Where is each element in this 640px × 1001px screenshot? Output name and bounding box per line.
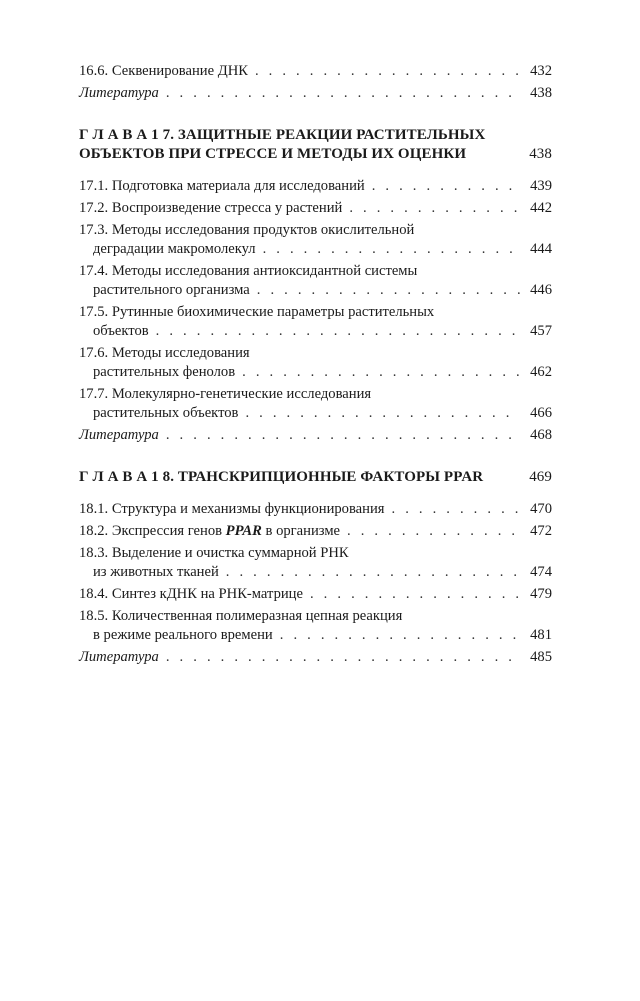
toc-entry-17-2	[79, 199, 552, 218]
literature-title: Литература	[79, 85, 159, 101]
chapter-title-line-1: Г Л А В А 1 7. ЗАЩИТНЫЕ РЕАКЦИИ РАСТИТЕЛЬНЫХ	[79, 127, 486, 143]
toc-entry-17-1	[79, 177, 552, 196]
toc-literature-16	[79, 84, 552, 103]
entry-title-line-1: 18.3. Выделение и очистка суммарной РНК	[79, 545, 349, 561]
page-number: 468	[530, 427, 552, 443]
page-number: 457	[530, 323, 552, 339]
toc-entry-17-4	[79, 262, 552, 300]
entry-title-line-2: растительных фенолов	[93, 364, 236, 380]
entry-title-line-1: 17.7. Молекулярно-генетические исследования	[79, 386, 372, 402]
toc-entry-17-3	[79, 221, 552, 259]
dot-leader	[280, 626, 520, 645]
literature-title: Литература	[79, 649, 159, 665]
page-number: 432	[530, 63, 552, 79]
dot-leader	[166, 648, 520, 667]
toc-entry-18-4	[79, 585, 552, 604]
page-number: 439	[530, 178, 552, 194]
entry-title-line-1: 17.4. Методы исследования антиоксидантной системы	[79, 263, 418, 279]
entry-title-line-2: объектов	[93, 323, 149, 339]
entry-title: 16.6. Секвенирование ДНК	[79, 63, 248, 79]
dot-leader	[242, 363, 520, 382]
entry-title-line-2: растительных объектов	[93, 405, 239, 421]
dot-leader	[257, 281, 520, 300]
chapter-title-line-1: Г Л А В А 1 8. ТРАНСКРИПЦИОННЫЕ ФАКТОРЫ PPAR	[79, 469, 484, 485]
page-number: 481	[530, 627, 552, 643]
page-number: 485	[530, 649, 552, 665]
page-number: 462	[530, 364, 552, 380]
dot-leader	[156, 322, 520, 341]
page-number: 469	[529, 469, 552, 485]
entry-title-line-2: деградации макромолекул	[93, 241, 256, 257]
entry-title: 18.4. Синтез кДНК на РНК-матрице	[79, 586, 303, 602]
entry-title-line-2: из животных тканей	[93, 564, 219, 580]
toc-entry-18-2	[79, 522, 552, 541]
gene-name-ppar: PPAR	[225, 523, 262, 539]
page-number: 470	[530, 501, 552, 517]
entry-title-line-2: растительного организма	[93, 282, 250, 298]
literature-title: Литература	[79, 427, 159, 443]
dot-leader	[166, 84, 520, 103]
page-number: 472	[530, 523, 552, 539]
toc-entry-17-5	[79, 303, 552, 341]
dot-leader	[245, 404, 520, 423]
table-of-contents	[79, 62, 552, 670]
page-number: 438	[529, 146, 552, 162]
page-number: 479	[530, 586, 552, 602]
dot-leader	[255, 62, 520, 81]
entry-title: 18.2. Экспрессия генов PPAR в организме	[79, 523, 341, 539]
entry-title-line-2: в режиме реального времени	[93, 627, 273, 643]
chapter-18-heading	[79, 468, 552, 487]
entry-title: 17.1. Подготовка материала для исследований	[79, 178, 365, 194]
toc-literature-18	[79, 648, 552, 667]
entry-title-line-1: 18.5. Количественная полимеразная цепная реакция	[79, 608, 403, 624]
entry-title-line-1: 17.3. Методы исследования продуктов окислительной	[79, 222, 415, 238]
entry-title-line-1: 17.5. Рутинные биохимические параметры растительных	[79, 304, 435, 320]
dot-leader	[349, 199, 520, 218]
entry-title: 17.2. Воспроизведение стресса у растений	[79, 200, 343, 216]
dot-leader	[166, 426, 520, 445]
dot-leader	[372, 177, 520, 196]
dot-leader	[226, 563, 520, 582]
dot-leader	[392, 500, 521, 519]
toc-entry-16-6	[79, 62, 552, 81]
toc-entry-17-6	[79, 344, 552, 382]
chapter-17-heading	[79, 126, 552, 164]
dot-leader	[347, 522, 520, 541]
dot-leader	[310, 585, 520, 604]
entry-title-line-1: 17.6. Методы исследования	[79, 345, 250, 361]
toc-entry-18-3	[79, 544, 552, 582]
toc-literature-17	[79, 426, 552, 445]
entry-title: 18.1. Структура и механизмы функционирования	[79, 501, 385, 517]
chapter-title-line-2: ОБЪЕКТОВ ПРИ СТРЕССЕ И МЕТОДЫ ИХ ОЦЕНКИ	[79, 146, 467, 162]
page-number: 438	[530, 85, 552, 101]
toc-entry-18-5	[79, 607, 552, 645]
page-number: 466	[530, 405, 552, 421]
page-number: 474	[530, 564, 552, 580]
page-number: 442	[530, 200, 552, 216]
dot-leader	[263, 240, 520, 259]
toc-entry-17-7	[79, 385, 552, 423]
page-number: 446	[530, 282, 552, 298]
page-number: 444	[530, 241, 552, 257]
toc-entry-18-1	[79, 500, 552, 519]
